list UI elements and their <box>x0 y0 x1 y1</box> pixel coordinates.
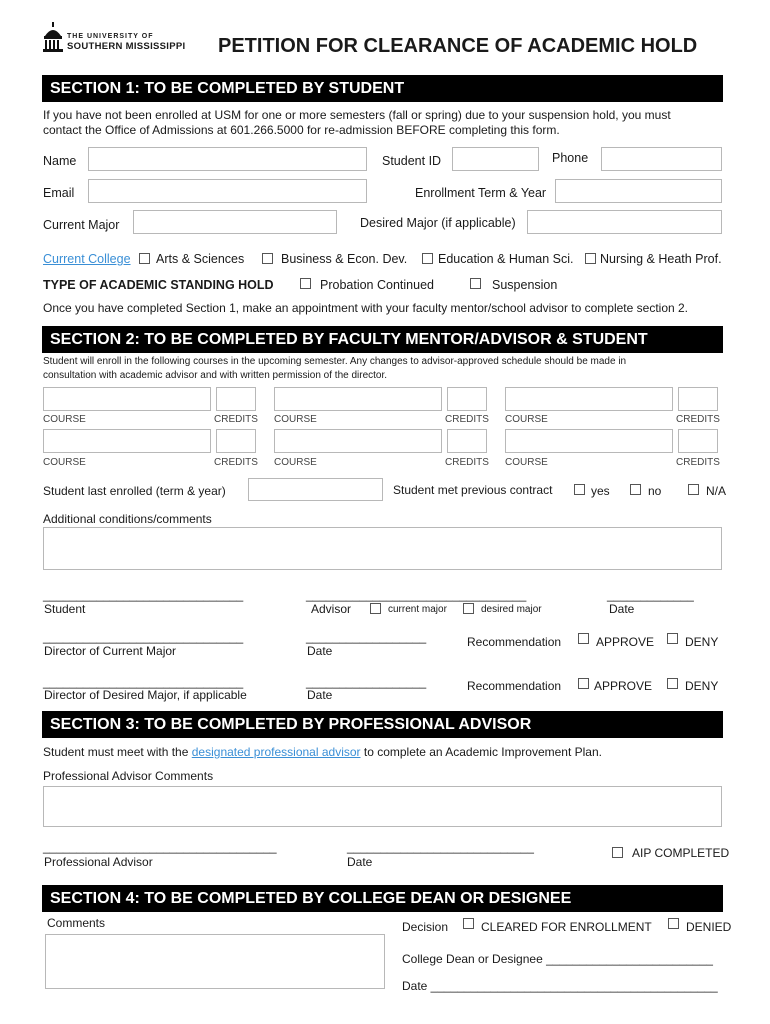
course-field[interactable] <box>274 387 442 411</box>
section2-intro-1: Student will enroll in the following courses in the upcoming semester. Any changes to advisor-approved schedule should be made in <box>43 356 627 367</box>
denied-checkbox[interactable] <box>668 918 679 929</box>
credits-label: CREDITS <box>445 457 489 468</box>
phone-label: Phone <box>552 151 589 165</box>
logo <box>42 22 202 54</box>
credits-field[interactable] <box>447 429 487 453</box>
major-field[interactable] <box>133 210 337 234</box>
aip-label: AIP COMPLETED <box>632 846 730 860</box>
cleared-checkbox[interactable] <box>463 918 474 929</box>
section2-intro-2: consultation with academic advisor and with written permission of the director. <box>43 370 388 381</box>
director-current-sig-line[interactable]: ______________________________ <box>43 630 244 644</box>
advisor-desired-label: desired major <box>481 604 542 615</box>
hold-suspension-checkbox[interactable] <box>470 278 481 289</box>
date-sig-line[interactable]: _____________ <box>607 588 694 602</box>
college-business-checkbox[interactable] <box>262 253 273 264</box>
student-sig-line[interactable]: ______________________________ <box>43 588 244 602</box>
date-label: Date <box>609 602 635 616</box>
phone-field[interactable] <box>601 147 722 171</box>
page-title: PETITION FOR CLEARANCE OF ACADEMIC HOLD <box>218 35 698 57</box>
term-field[interactable] <box>555 179 722 203</box>
section1-note: Once you have completed Section 1, make an appointment with your faculty mentor/school advisor to complete section 2. <box>43 301 689 315</box>
professional-advisor-label: Professional Advisor <box>44 855 153 869</box>
approve-desired-label: APPROVE <box>594 679 653 693</box>
advisor-current-checkbox[interactable] <box>370 603 381 614</box>
student-id-label: Student ID <box>382 154 442 168</box>
name-label: Name <box>43 154 77 168</box>
credits-field[interactable] <box>216 429 256 453</box>
college-nursing-checkbox[interactable] <box>585 253 596 264</box>
advisor-sig-line[interactable]: _________________________________ <box>306 588 527 602</box>
section3-line <box>43 745 602 759</box>
advisor-current-label: current major <box>388 604 447 615</box>
course-field[interactable] <box>43 429 211 453</box>
college-nursing-label: Nursing & Heath Prof. <box>600 252 722 266</box>
cleared-label: CLEARED FOR ENROLLMENT <box>481 920 652 934</box>
deny-desired-checkbox[interactable] <box>667 678 678 689</box>
college-education-checkbox[interactable] <box>422 253 433 264</box>
hold-probation-label: Probation Continued <box>320 278 434 292</box>
professional-date-label: Date <box>347 855 373 869</box>
section3-line-before: Student must meet with the <box>43 745 192 759</box>
credits-label: CREDITS <box>214 414 258 425</box>
course-label: COURSE <box>274 414 317 425</box>
credits-label: CREDITS <box>445 414 489 425</box>
section3-header: SECTION 3: TO BE COMPLETED BY PROFESSIONAL ADVISOR <box>42 711 723 738</box>
director-current-label: Director of Current Major <box>44 644 177 658</box>
contract-label: Student met previous contract <box>393 483 553 497</box>
advisor-sig-label: Advisor <box>311 602 352 616</box>
credits-label: CREDITS <box>676 414 720 425</box>
dome-icon <box>42 22 64 52</box>
credits-field[interactable] <box>678 429 718 453</box>
credits-label: CREDITS <box>214 457 258 468</box>
director-desired-date-line[interactable]: __________________ <box>306 675 427 689</box>
professional-advisor-sig-line[interactable]: ___________________________________ <box>43 840 277 854</box>
desired-major-label: Desired Major (if applicable) <box>360 216 516 230</box>
hold-probation-checkbox[interactable] <box>300 278 311 289</box>
contract-no-checkbox[interactable] <box>630 484 641 495</box>
deny-current-checkbox[interactable] <box>667 633 678 644</box>
logo-line-1: THE UNIVERSITY OF <box>67 33 154 40</box>
email-field[interactable] <box>88 179 367 203</box>
deny-current-label: DENY <box>685 635 719 649</box>
term-label: Enrollment Term & Year <box>415 186 547 200</box>
college-label[interactable]: Current College <box>43 252 131 266</box>
major-label: Current Major <box>43 218 120 232</box>
decision-label: Decision <box>402 920 449 934</box>
conditions-label: Additional conditions/comments <box>43 512 212 526</box>
advisor-desired-checkbox[interactable] <box>463 603 474 614</box>
course-field[interactable] <box>505 387 673 411</box>
contract-na-checkbox[interactable] <box>688 484 699 495</box>
college-arts-checkbox[interactable] <box>139 253 150 264</box>
section1-intro-2: contact the Office of Admissions at 601.266.5000 for re-admission BEFORE completing this form. <box>43 123 560 137</box>
student-id-field[interactable] <box>452 147 539 171</box>
credits-field[interactable] <box>216 387 256 411</box>
course-field[interactable] <box>274 429 442 453</box>
approve-current-checkbox[interactable] <box>578 633 589 644</box>
course-label: COURSE <box>505 457 548 468</box>
desired-major-field[interactable] <box>527 210 722 234</box>
dean-sig-line[interactable]: College Dean or Designee _________________________ <box>402 952 713 966</box>
course-label: COURSE <box>43 414 86 425</box>
credits-field[interactable] <box>678 387 718 411</box>
college-education-label: Education & Human Sci. <box>438 252 574 266</box>
director-desired-sig-line[interactable]: ______________________________ <box>43 675 244 689</box>
aip-checkbox[interactable] <box>612 847 623 858</box>
college-business-label: Business & Econ. Dev. <box>281 252 408 266</box>
denied-label: DENIED <box>686 920 732 934</box>
director-desired-label: Director of Desired Major, if applicable <box>44 688 247 702</box>
last-enrolled-field[interactable] <box>248 478 383 501</box>
course-label: COURSE <box>43 457 86 468</box>
contract-na-label: N/A <box>706 484 727 498</box>
course-field[interactable] <box>43 387 211 411</box>
director-current-date-line[interactable]: __________________ <box>306 630 427 644</box>
dean-comments-label: Comments <box>47 916 106 930</box>
section2-header: SECTION 2: TO BE COMPLETED BY FACULTY MENTOR/ADVISOR & STUDENT <box>42 326 723 353</box>
professional-comments-field[interactable] <box>43 786 722 827</box>
course-label: COURSE <box>274 457 317 468</box>
contract-no-label: no <box>648 484 662 498</box>
credits-label: CREDITS <box>676 457 720 468</box>
contract-yes-checkbox[interactable] <box>574 484 585 495</box>
hold-suspension-label: Suspension <box>492 278 558 292</box>
director-current-date-label: Date <box>307 644 333 658</box>
dean-date-line[interactable]: Date ___________________________________________ <box>402 979 718 993</box>
recommendation-label: Recommendation <box>467 679 562 693</box>
section3-line-after: to complete an Academic Improvement Plan. <box>360 745 602 759</box>
professional-date-line[interactable]: ____________________________ <box>347 840 534 854</box>
course-label: COURSE <box>505 414 548 425</box>
credits-field[interactable] <box>447 387 487 411</box>
section1-intro-1: If you have not been enrolled at USM for one or more semesters (fall or spring) due to your suspension hold, you must <box>43 108 671 122</box>
director-desired-date-label: Date <box>307 688 333 702</box>
conditions-field[interactable] <box>43 527 722 570</box>
approve-desired-checkbox[interactable] <box>578 678 589 689</box>
deny-desired-label: DENY <box>685 679 719 693</box>
professional-comments-label: Professional Advisor Comments <box>43 769 214 783</box>
college-arts-label: Arts & Sciences <box>156 252 245 266</box>
name-field[interactable] <box>88 147 367 171</box>
recommendation-label: Recommendation <box>467 635 562 649</box>
professional-advisor-link[interactable]: designated professional advisor <box>191 745 361 759</box>
section1-header: SECTION 1: TO BE COMPLETED BY STUDENT <box>42 75 723 102</box>
logo-line-2: SOUTHERN MISSISSIPPI <box>67 41 186 52</box>
last-enrolled-label: Student last enrolled (term & year) <box>43 484 226 498</box>
email-label: Email <box>43 186 75 200</box>
approve-current-label: APPROVE <box>596 635 655 649</box>
dean-comments-field[interactable] <box>45 934 385 989</box>
course-field[interactable] <box>505 429 673 453</box>
contract-yes-label: yes <box>591 484 610 498</box>
student-sig-label: Student <box>44 602 86 616</box>
section4-header: SECTION 4: TO BE COMPLETED BY COLLEGE DEAN OR DESIGNEE <box>42 885 723 912</box>
hold-type-label: TYPE OF ACADEMIC STANDING HOLD <box>43 278 274 292</box>
